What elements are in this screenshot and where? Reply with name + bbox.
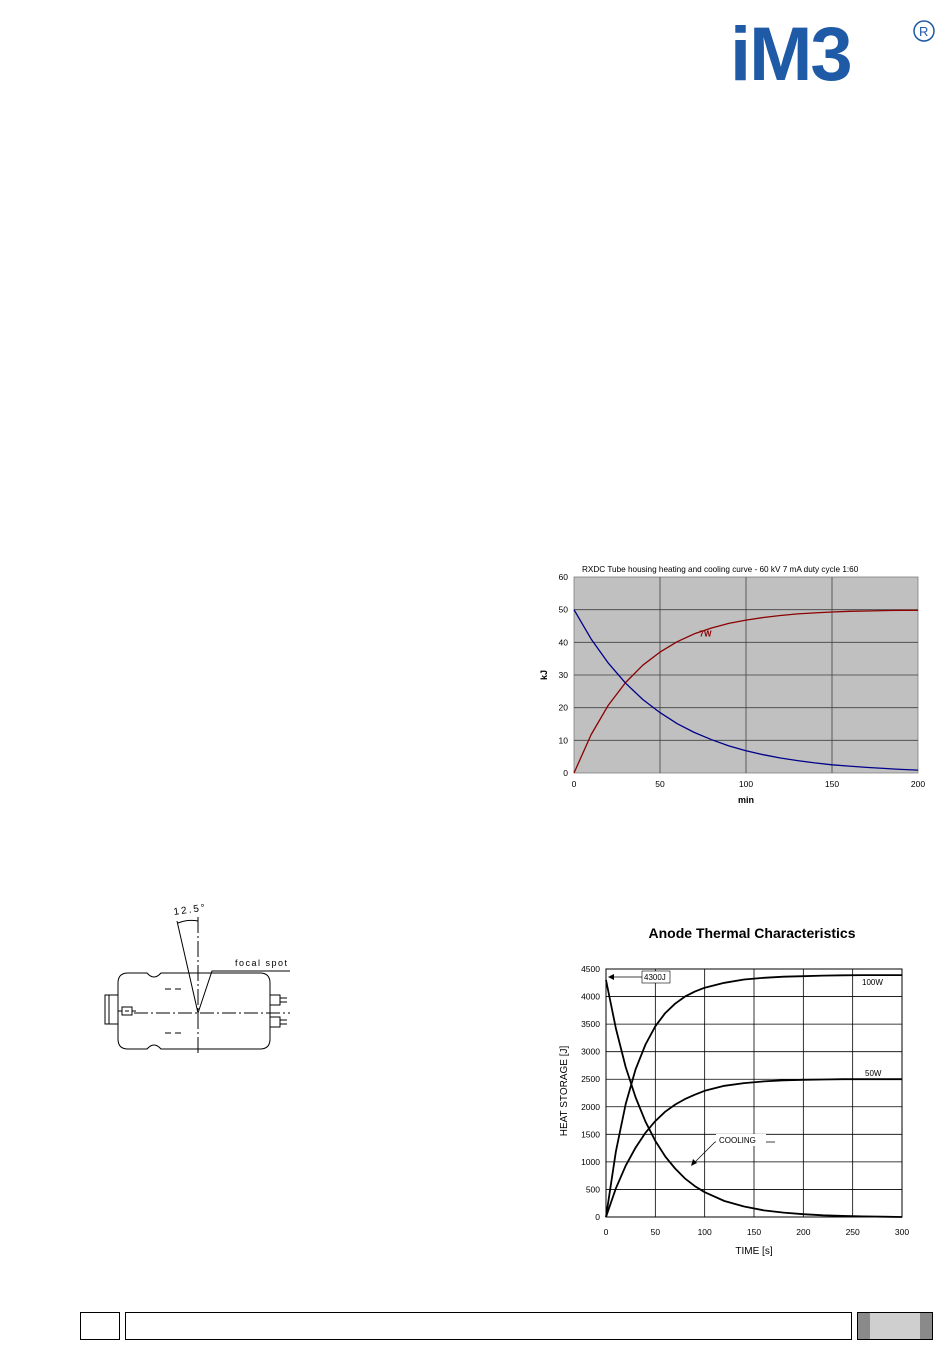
logo-text: iM3 — [730, 16, 851, 88]
tube-body — [118, 973, 270, 1049]
y-tick-label: 0 — [595, 1212, 600, 1222]
x-tick-label: 200 — [910, 779, 926, 789]
angle-line — [177, 921, 198, 1013]
chart2-title: Anode Thermal Characteristics — [648, 925, 856, 941]
y-tick-label: 40 — [558, 637, 568, 648]
x-tick-label: 300 — [894, 1227, 910, 1237]
x-tick-label: 0 — [571, 779, 577, 789]
chart1-y-ticks — [559, 572, 569, 778]
chart2-x-ticks — [604, 1227, 910, 1237]
y-tick-label: 3000 — [581, 1046, 600, 1057]
focal-spot-label: focal spot — [235, 958, 289, 968]
footer-page-box — [80, 1312, 120, 1340]
y-tick-label: 1500 — [581, 1129, 600, 1140]
x-tick-label: 100 — [738, 779, 754, 789]
annotation-cooling-text: COOLING — [719, 1136, 756, 1145]
im3-logo — [728, 16, 938, 88]
y-tick-label: 4500 — [581, 964, 600, 974]
chart1-x-ticks — [572, 779, 926, 789]
annotation-4300j-text: 4300J — [644, 973, 666, 982]
y-tick-label: 30 — [558, 670, 568, 680]
chart1-annotation-7w: 7W — [699, 629, 712, 639]
y-tick-label: 50 — [558, 604, 568, 615]
y-tick-label: 500 — [585, 1184, 600, 1195]
x-tick-label: 50 — [650, 1227, 661, 1237]
x-tick-label: 200 — [796, 1227, 811, 1237]
registered-r: R — [919, 24, 929, 39]
x-tick-label: 50 — [655, 779, 665, 789]
right-terminal-bottom — [270, 1017, 280, 1027]
footer-gray-tab — [857, 1312, 933, 1340]
angle-label: 12.5° — [172, 902, 208, 918]
chart2-xlabel: TIME [s] — [735, 1246, 773, 1257]
x-tick-label: 100 — [697, 1227, 712, 1237]
left-connector — [105, 995, 118, 1024]
y-tick-label: 2000 — [581, 1101, 600, 1112]
chart1-title: RXDC Tube housing heating and cooling curve - 60 kV 7 mA duty cycle 1:60 — [582, 565, 859, 574]
y-tick-label: 10 — [558, 735, 568, 746]
y-tick-label: 60 — [558, 572, 568, 582]
tube-outline-drawing — [90, 895, 330, 1065]
x-tick-label: 150 — [746, 1227, 762, 1237]
anode-thermal-chart — [548, 915, 928, 1265]
footer-title-box — [125, 1312, 852, 1340]
page-footer — [80, 1308, 940, 1344]
chart2-ylabel: HEAT STORAGE [J] — [559, 1045, 570, 1137]
y-tick-label: 0 — [563, 768, 568, 778]
y-tick-label: 3500 — [581, 1019, 600, 1030]
right-terminal-top — [270, 995, 280, 1005]
y-tick-label: 20 — [558, 702, 568, 713]
x-tick-label: 250 — [845, 1227, 860, 1237]
y-tick-label: 1000 — [581, 1156, 600, 1167]
x-tick-label: 150 — [824, 779, 840, 789]
chart2-y-ticks — [581, 964, 600, 1222]
y-tick-label: 2500 — [581, 1074, 600, 1085]
chart1-ylabel: kJ — [539, 669, 549, 681]
annotation-50w: 50W — [865, 1069, 882, 1078]
y-tick-label: 4000 — [581, 991, 600, 1002]
housing-heating-cooling-chart — [530, 560, 930, 810]
chart1-xlabel: min — [737, 795, 755, 805]
annotation-100w: 100W — [862, 978, 883, 987]
x-tick-label: 0 — [603, 1227, 609, 1237]
